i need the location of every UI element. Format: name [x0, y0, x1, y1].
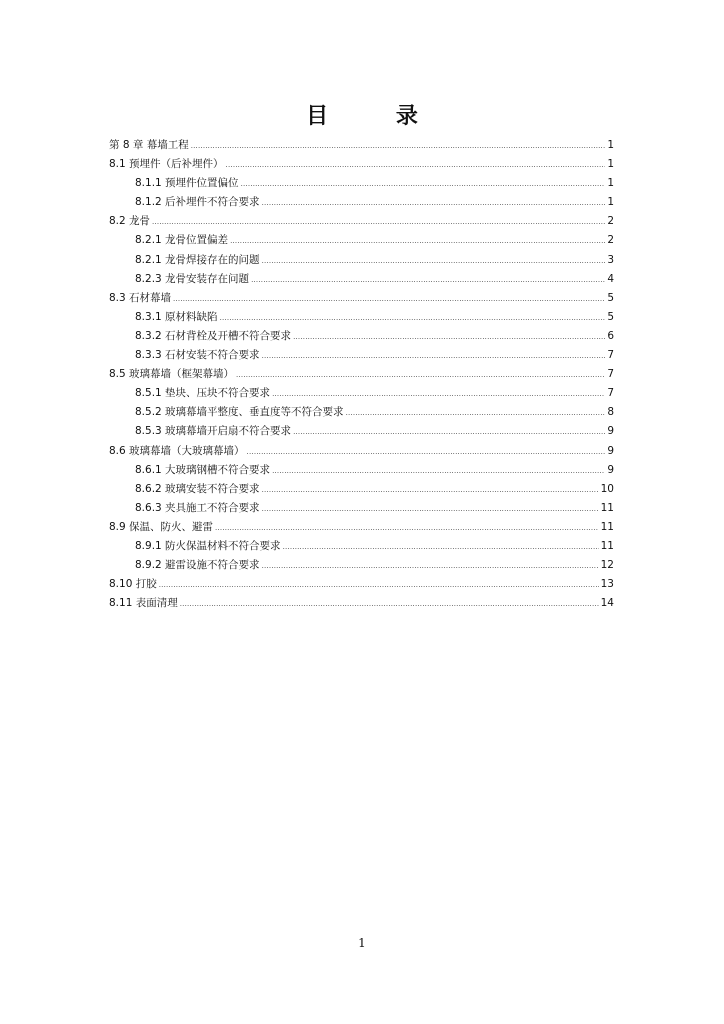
toc-entry-label: 8.6.2 玻璃安装不符合要求 [135, 482, 260, 495]
toc-entry-label: 8.11 表面清理 [109, 597, 178, 610]
toc-entry-page: 11 [600, 520, 614, 533]
toc-entry-8-9-2[interactable] [109, 556, 614, 575]
toc-entry-page: 12 [600, 559, 614, 572]
toc-entry-8-6[interactable] [109, 442, 614, 461]
toc-entry-page: 8 [607, 406, 614, 419]
toc-entry-label: 8.1 预埋件（后补埋件） [109, 158, 224, 171]
table-of-contents [109, 136, 614, 613]
toc-entry-page: 14 [600, 597, 614, 610]
toc-entry-page: 5 [607, 291, 614, 304]
toc-entry-label: 8.1.1 预埋件位置偏位 [135, 177, 239, 190]
toc-entry-8-2-1-welding[interactable] [109, 251, 614, 270]
toc-dot-leader [293, 423, 605, 442]
page-number: 1 [358, 936, 366, 950]
toc-dot-leader [262, 500, 599, 519]
toc-entry-8-2-1[interactable] [109, 231, 614, 250]
toc-entry-label: 8.2.1 龙骨位置偏差 [135, 234, 229, 247]
toc-dot-leader [159, 576, 599, 595]
toc-entry-page: 7 [607, 368, 614, 381]
toc-entry-page: 9 [607, 425, 614, 438]
toc-dot-leader [262, 347, 606, 366]
toc-entry-label: 8.2 龙骨 [109, 215, 151, 228]
toc-entry-page: 9 [607, 444, 614, 457]
toc-entry-label: 8.5 玻璃幕墙（框架幕墙） [109, 368, 235, 381]
toc-entry-page: 1 [607, 196, 614, 209]
toc-entry-8-2-3[interactable] [109, 270, 614, 289]
toc-entry-label: 8.2.1 龙骨焊接存在的问题 [135, 253, 260, 266]
toc-entry-8-9-1[interactable] [109, 537, 614, 556]
toc-dot-leader [230, 232, 605, 251]
toc-entry-page: 10 [600, 482, 614, 495]
toc-dot-leader [262, 252, 606, 271]
toc-dot-leader [180, 595, 599, 614]
toc-dot-leader [283, 538, 599, 557]
toc-dot-leader [173, 290, 605, 309]
toc-dot-leader [272, 462, 605, 481]
toc-entry-8-3[interactable] [109, 289, 614, 308]
toc-entry-8-1-2[interactable] [109, 193, 614, 212]
toc-dot-leader [191, 137, 606, 156]
toc-entry-label: 8.1.2 后补埋件不符合要求 [135, 196, 260, 209]
toc-dot-leader [262, 194, 606, 213]
toc-entry-8-1[interactable] [109, 155, 614, 174]
toc-entry-8-5-2[interactable] [109, 403, 614, 422]
toc-dot-leader [251, 271, 605, 290]
toc-entry-page: 11 [600, 539, 614, 552]
toc-entry-page: 7 [607, 387, 614, 400]
toc-entry-8-1-1[interactable] [109, 174, 614, 193]
toc-entry-label: 8.3.3 石材安装不符合要求 [135, 349, 260, 362]
toc-entry-8-10[interactable] [109, 575, 614, 594]
toc-dot-leader [241, 175, 606, 194]
toc-entry-label: 8.9.1 防火保温材料不符合要求 [135, 539, 281, 552]
toc-dot-leader [215, 519, 599, 538]
page-title: 目 录 [306, 103, 448, 129]
toc-entry-8-5-3[interactable] [109, 422, 614, 441]
toc-entry-8-6-3[interactable] [109, 499, 614, 518]
toc-entry-label: 8.6.1 大玻璃钢槽不符合要求 [135, 463, 271, 476]
toc-dot-leader [272, 385, 605, 404]
toc-entry-page: 11 [600, 501, 614, 514]
toc-entry-page: 13 [600, 578, 614, 591]
toc-dot-leader [346, 404, 606, 423]
toc-entry-label: 8.9.2 避雷设施不符合要求 [135, 559, 260, 572]
toc-entry-8-9[interactable] [109, 518, 614, 537]
toc-dot-leader [247, 443, 606, 462]
toc-dot-leader [262, 481, 599, 500]
toc-entry-8-3-1[interactable] [109, 308, 614, 327]
toc-dot-leader [226, 156, 606, 175]
toc-entry-label: 8.5.1 垫块、压块不符合要求 [135, 387, 271, 400]
toc-entry-8-5[interactable] [109, 365, 614, 384]
toc-entry-chapter-8[interactable] [109, 136, 614, 155]
toc-entry-page: 1 [607, 139, 614, 151]
toc-entry-page: 2 [607, 215, 614, 228]
toc-entry-label: 8.10 打胶 [109, 578, 157, 591]
toc-entry-page: 5 [607, 310, 614, 323]
toc-entry-page: 7 [607, 349, 614, 362]
toc-dot-leader [152, 213, 605, 232]
toc-entry-label: 8.9 保温、防火、避雷 [109, 520, 214, 533]
toc-entry-label: 第 8 章 幕墙工程 [109, 139, 189, 151]
toc-dot-leader [293, 328, 605, 347]
toc-dot-leader [262, 557, 599, 576]
toc-entry-label: 8.6 玻璃幕墙（大玻璃幕墙） [109, 444, 245, 457]
toc-entry-page: 9 [607, 463, 614, 476]
toc-entry-page: 2 [607, 234, 614, 247]
toc-entry-page: 4 [607, 272, 614, 285]
toc-entry-page: 6 [607, 329, 614, 342]
toc-dot-leader [236, 366, 605, 385]
toc-entry-label: 8.6.3 夹具施工不符合要求 [135, 501, 260, 514]
toc-entry-8-5-1[interactable] [109, 384, 614, 403]
toc-entry-label: 8.3 石材幕墙 [109, 291, 172, 304]
toc-entry-label: 8.3.1 原材料缺陷 [135, 310, 218, 323]
toc-entry-8-3-3[interactable] [109, 346, 614, 365]
toc-entry-page: 1 [607, 177, 614, 190]
toc-entry-8-6-1[interactable] [109, 461, 614, 480]
toc-entry-page: 3 [607, 253, 614, 266]
toc-entry-label: 8.2.3 龙骨安装存在问题 [135, 272, 250, 285]
toc-entry-label: 8.5.2 玻璃幕墙平整度、垂直度等不符合要求 [135, 406, 344, 419]
toc-dot-leader [220, 309, 606, 328]
toc-entry-8-3-2[interactable] [109, 327, 614, 346]
toc-entry-page: 1 [607, 158, 614, 171]
toc-entry-8-6-2[interactable] [109, 480, 614, 499]
toc-entry-8-11[interactable] [109, 594, 614, 613]
toc-entry-8-2[interactable] [109, 212, 614, 231]
toc-entry-label: 8.3.2 石材背栓及开槽不符合要求 [135, 329, 292, 342]
toc-entry-label: 8.5.3 玻璃幕墙开启扇不符合要求 [135, 425, 292, 438]
